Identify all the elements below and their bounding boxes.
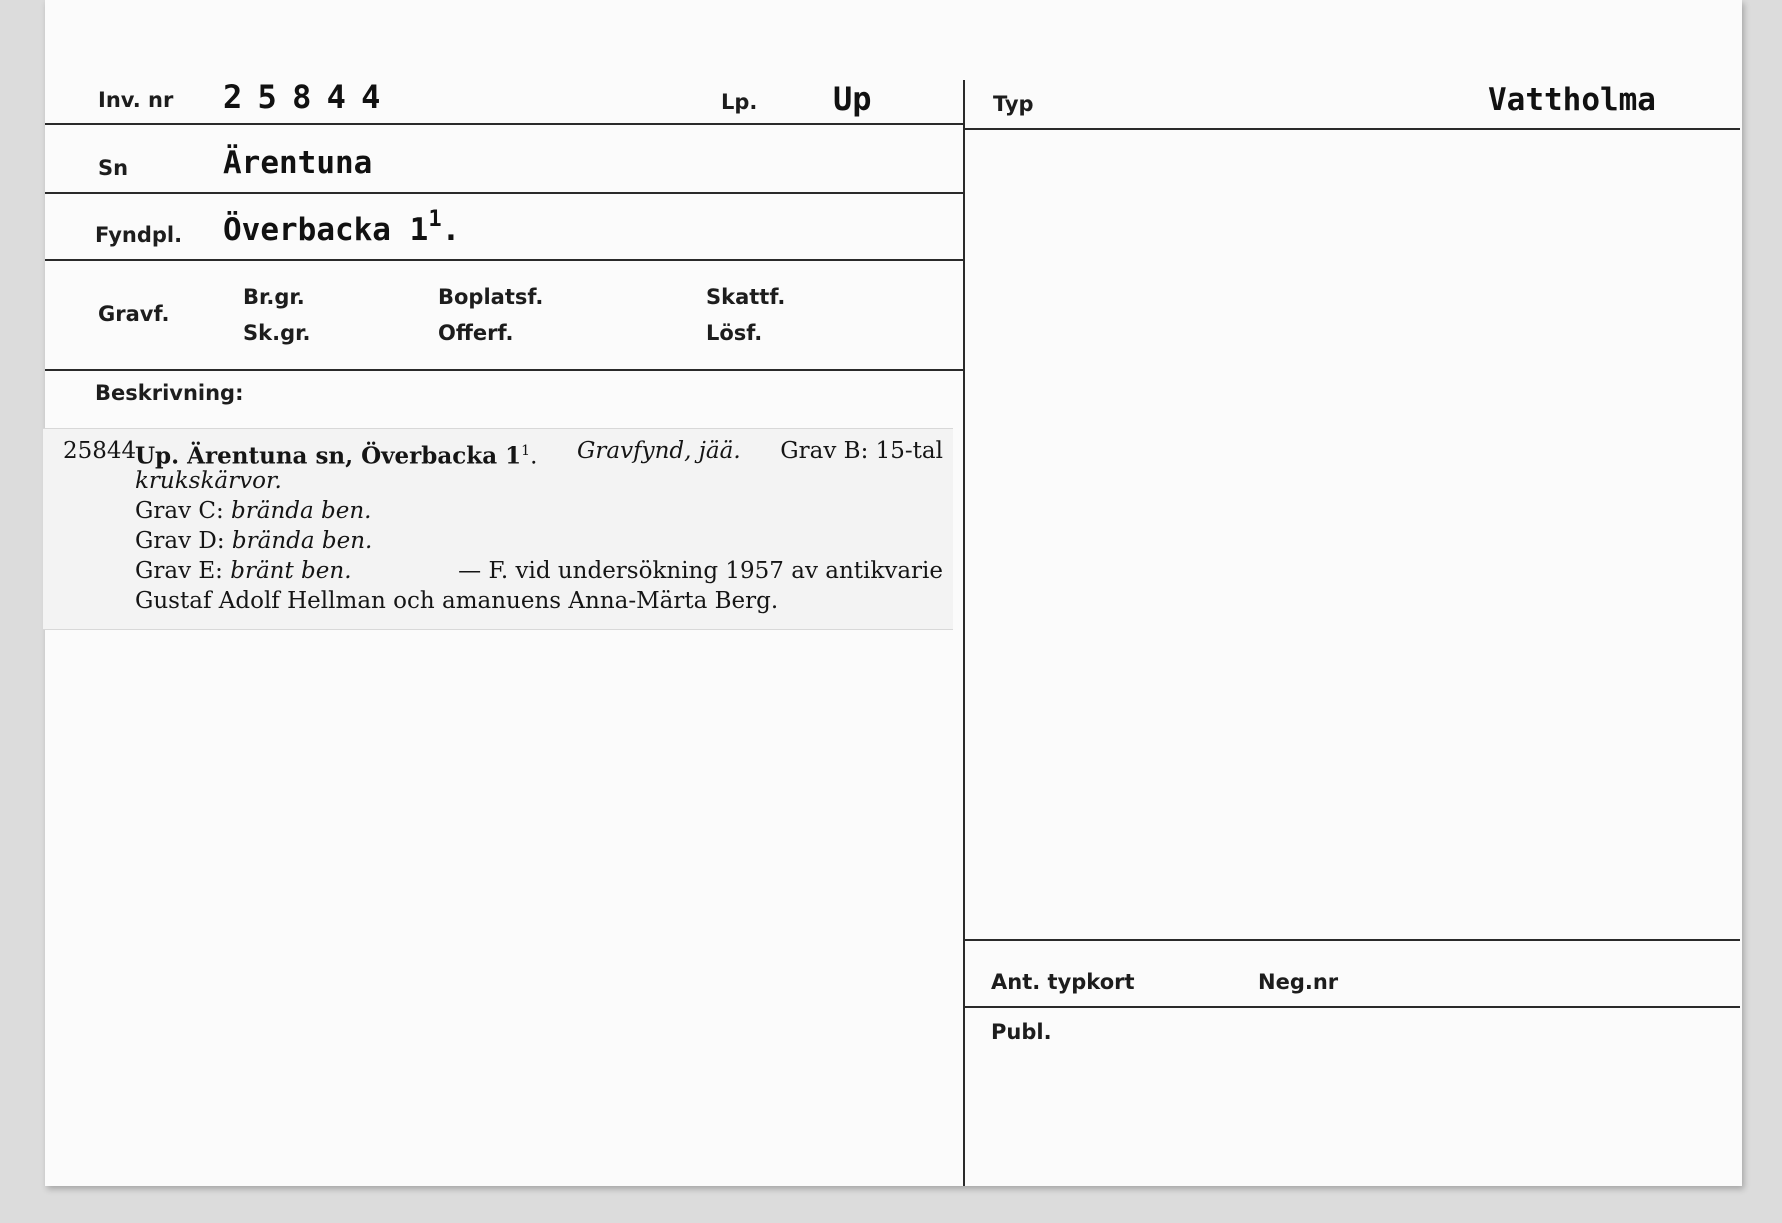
description-text: 25844 Up. Ärentuna sn, Överbacka $1^1$. Gravfynd, jää. Grav B: 15-tal krukskärvor. Grav C: brända ben. Grav D: brända ben. Grav E: bränt ben. — F. vid undersökning 1957 av antikvarie Gustaf Adolf Hellman och amanuens Anna-Märta Berg. [63,438,943,614]
offerf-label: Offerf. [438,321,514,345]
sn-value: Ärentuna [223,145,373,181]
lp-value: Up [833,80,872,118]
boplatsf-label: Boplatsf. [438,285,544,309]
fyndpl-superscript: 1 [428,207,442,232]
gravf-label: Gravf. [98,302,170,326]
rule-sn [45,192,965,194]
rule-ant-typkort-top [965,939,1740,941]
description-excavation: — F. vid undersökning 1957 av antikvarie [458,558,943,584]
rule-inv [45,123,965,125]
skgr-label: Sk.gr. [243,321,311,345]
description-line-6: Gustaf Adolf Hellman och amanuens Anna-Märta Berg. [135,588,779,614]
description-grav-d: Grav D: [135,528,225,554]
rule-fyndpl [45,259,965,261]
ant-typkort-label: Ant. typkort [991,970,1135,994]
typ-value: Vattholma [1488,82,1656,118]
description-grav-c: Grav C: [135,498,224,524]
description-heading: Up. Ärentuna sn, Överbacka 1 [135,442,522,470]
description-find-type: Gravfynd, jää. [577,438,741,464]
description-grav-b: Grav B: 15-tal [780,438,943,464]
rule-ant-typkort-bottom [965,1006,1740,1008]
sn-label: Sn [98,156,129,180]
description-grav-c-content: brända ben. [231,498,372,524]
rule-gravf [45,369,965,371]
description-grav-d-content: brända ben. [231,528,373,554]
brgr-label: Br.gr. [243,285,305,309]
skattf-label: Skattf. [706,285,786,309]
typ-label: Typ [993,92,1034,116]
description-number: 25844 [63,438,137,464]
rule-typ [965,128,1740,130]
description-heading-sup: 1 [521,443,531,459]
lp-label: Lp. [721,90,758,114]
description-grav-e: Grav E: [135,558,223,584]
neg-nr-label: Neg.nr [1258,970,1339,994]
fyndpl-label: Fyndpl. [95,223,183,247]
inv-nr-value: 2 5 8 4 4 [223,78,379,116]
fyndpl-value: Överbacka $1^1$. [223,207,461,248]
losf-label: Lösf. [706,321,763,345]
publ-label: Publ. [991,1020,1052,1044]
column-divider [963,80,965,1186]
description-grav-e-content: bränt ben. [230,558,352,584]
description-line-2: krukskärvor. [135,468,282,494]
beskrivning-label: Beskrivning: [95,381,244,405]
inv-nr-label: Inv. nr [98,88,174,112]
